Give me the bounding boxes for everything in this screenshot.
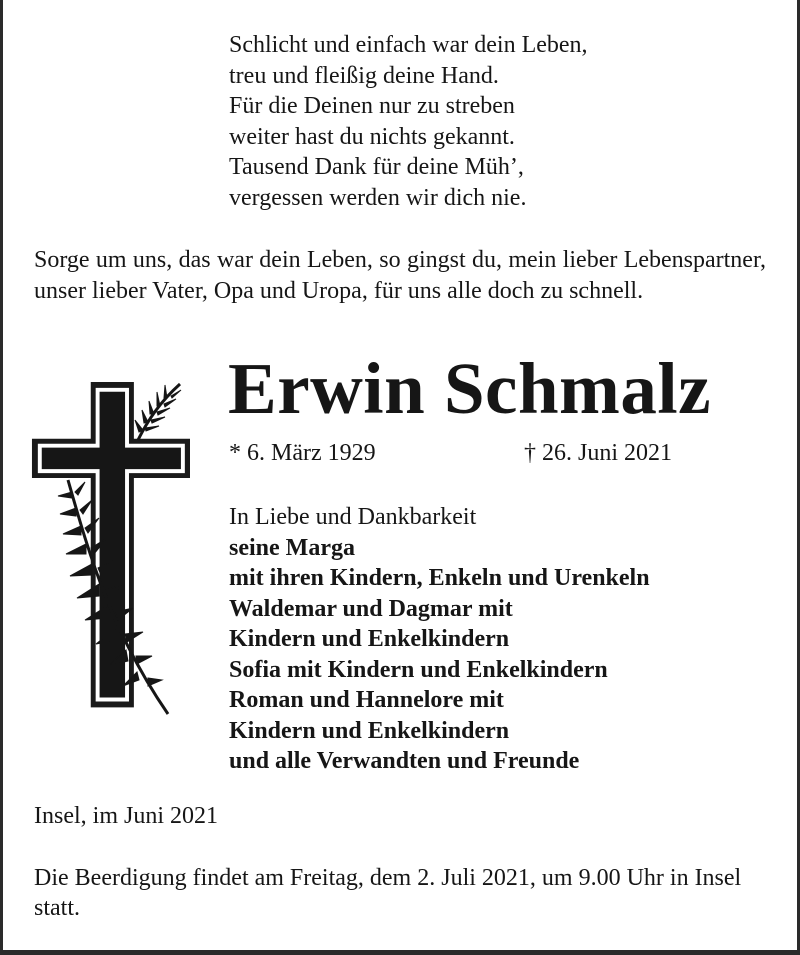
mourners-intro: In Liebe und Dankbarkeit xyxy=(229,504,477,530)
place-date: Insel, im Juni 2021 xyxy=(34,803,218,829)
mourner-line: Sofia mit Kindern und Enkelkindern xyxy=(229,656,608,683)
mourner-line: Kindern und Enkelkindern xyxy=(229,626,510,652)
cross-shape xyxy=(32,382,190,707)
poem-line: Tausend Dank für deine Müh’, xyxy=(229,154,524,180)
mourner-line: Roman und Hannelore mit xyxy=(229,687,504,713)
death-date: † 26. Juni 2021 xyxy=(524,440,673,466)
mourner-line: Kindern und Enkelkindern xyxy=(229,717,510,744)
intro-paragraph: Sorge um uns, das war dein Leben, so gingst du, mein lieber Lebenspartner, unser lieber Vater, Opa und Uropa, für uns alle doch zu schnell. xyxy=(34,247,766,304)
poem-line: vergessen werden wir dich nie. xyxy=(229,184,527,211)
poem-line: weiter hast du nichts gekannt. xyxy=(229,123,515,150)
cross-icon xyxy=(30,380,190,725)
poem-line: Für die Deinen nur zu streben xyxy=(229,93,515,119)
poem-line: treu und fleißig deine Hand. xyxy=(229,62,499,89)
deceased-name: Erwin Schmalz xyxy=(228,348,712,429)
mourner-line: Waldemar und Dagmar mit xyxy=(229,595,513,622)
birth-date: * 6. März 1929 xyxy=(229,440,376,466)
poem-line: Schlicht und einfach war dein Leben, xyxy=(229,32,588,58)
mourner-line: seine Marga xyxy=(229,534,355,561)
poem xyxy=(229,30,588,213)
cross-with-palm-icon xyxy=(30,380,190,720)
mourner-line: und alle Verwandten und Freunde xyxy=(229,748,580,774)
palm-branch-upper xyxy=(135,384,181,440)
mourner-line: mit ihren Kindern, Enkeln und Urenkeln xyxy=(229,565,650,591)
mourners-block xyxy=(229,502,650,777)
funeral-notice: Die Beerdigung findet am Freitag, dem 2. Juli 2021, um 9.00 Uhr in Insel statt. xyxy=(34,865,742,921)
